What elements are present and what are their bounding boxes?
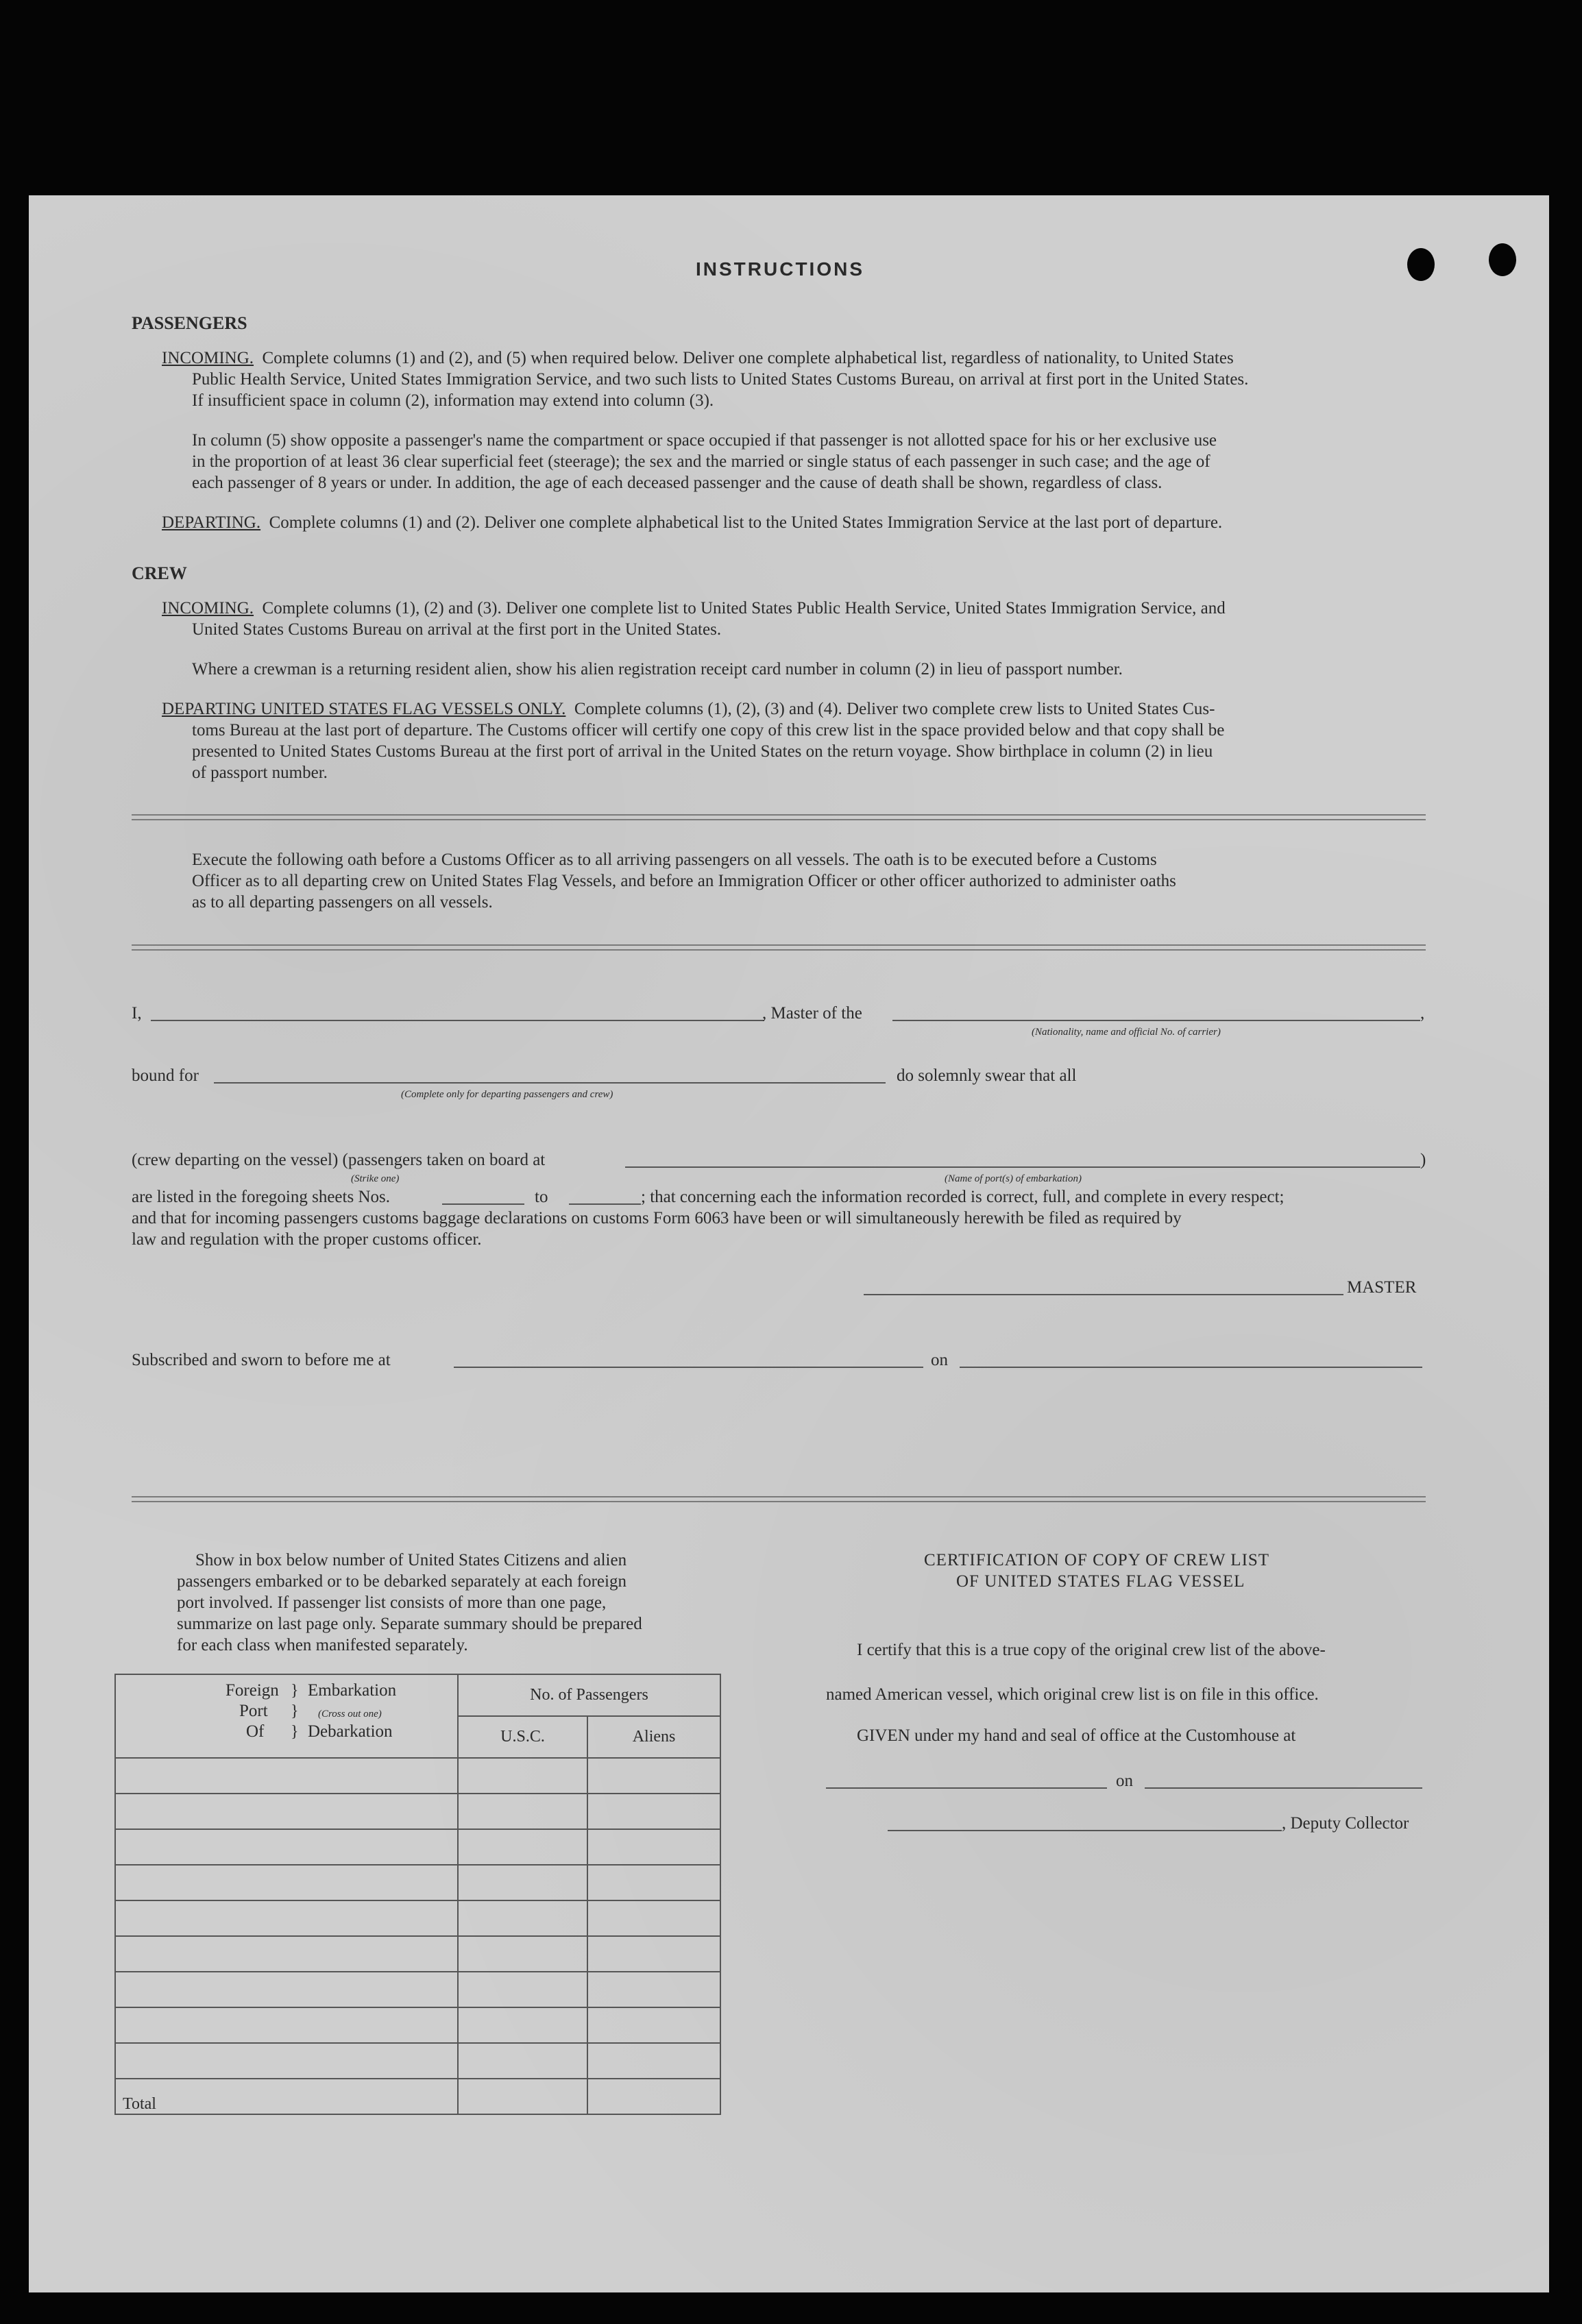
crew-departing-line-2: toms Bureau at the last port of departure. The Customs officer will certify one copy of this crew list in the space provided below and that copy shall be [192, 721, 1225, 739]
complete-only-caption: (Complete only for departing passengers and crew) [401, 1089, 613, 1100]
passengers-incoming-text-1: Complete columns (1) and (2), and (5) when required below. Deliver one complete alphabetical list, regardless of nationality, to United States [262, 349, 1234, 367]
table-row[interactable] [115, 2043, 720, 2079]
crew-departing-label: DEPARTING UNITED STATES FLAG VESSELS ONLY. [162, 700, 566, 718]
customhouse-field[interactable] [826, 1787, 1107, 1789]
passengers-incoming-label: INCOMING. [162, 349, 254, 367]
passengers-departing-text: Complete columns (1) and (2). Deliver one complete alphabetical list to the United States Immigration Service at the last port of departure. [269, 513, 1223, 532]
bound-for-field[interactable] [214, 1082, 886, 1084]
summary-intro-line-4: summarize on last page only. Separate summary should be prepared [177, 1615, 642, 1633]
solemnly-swear-label: do solemnly swear that all [897, 1066, 1077, 1085]
bound-for-label: bound for [132, 1066, 199, 1085]
certification-on-label: on [1116, 1772, 1133, 1790]
passengers-departing-line [162, 513, 1222, 533]
deputy-collector-label: , Deputy Collector [1282, 1814, 1409, 1833]
passengers-incoming-line-3: If insufficient space in column (2), information may extend into column (3). [192, 391, 714, 410]
certification-date-field[interactable] [1145, 1787, 1422, 1789]
table-row[interactable] [115, 1865, 720, 1900]
usc-header: U.S.C. [458, 1716, 587, 1758]
listed-line-3: law and regulation with the proper customs officer. [132, 1230, 482, 1249]
listed-line-1 [132, 1187, 390, 1208]
oath-intro-line-1: Execute the following oath before a Customs Officer as to all arriving passengers on all vessels. The oath is to be executed before a Customs [192, 851, 1157, 869]
table-row[interactable] [115, 1758, 720, 1794]
certification-title-1: CERTIFICATION OF COPY OF CREW LIST [924, 1551, 1270, 1569]
crew-heading: CREW [132, 563, 187, 583]
crew-resident-alien-note: Where a crewman is a returning resident alien, show his alien registration receipt card number in column (2) in lieu of passport number. [192, 660, 1123, 678]
page-title: INSTRUCTIONS [696, 258, 864, 280]
master-signature-field[interactable] [864, 1294, 1343, 1295]
crew-incoming-line-2: United States Customs Bureau on arrival at the first port in the United States. [192, 620, 722, 639]
listed-line-2: and that for incoming passengers customs baggage declarations on customs Form 6063 have been or will simultaneously herewith be filed as required by [132, 1209, 1182, 1227]
crew-departing-text-1: Complete columns (1), (2), (3) and (4). Deliver two complete crew lists to United States Cus- [574, 700, 1215, 718]
close-paren: ) [1420, 1151, 1426, 1169]
column-5-line-3: each passenger of 8 years or under. In addition, the age of each deceased passenger and the cause of death shall be shown, regardless of class. [192, 474, 1163, 492]
port-label: Port [239, 1702, 268, 1720]
crew-incoming-text-1: Complete columns (1), (2) and (3). Deliver one complete list to United States Public Health Service, United States Immigration Service, and [262, 599, 1226, 617]
oath-intro-line-2: Officer as to all departing crew on United States Flag Vessels, and before an Immigration Officer or other officer authorized to administer oaths [192, 872, 1176, 890]
to-label: to [535, 1188, 548, 1206]
table-row[interactable] [115, 1972, 720, 2007]
certification-title-2: OF UNITED STATES FLAG VESSEL [956, 1572, 1245, 1591]
aliens-header: Aliens [587, 1716, 720, 1758]
sworn-on-field[interactable] [960, 1367, 1422, 1368]
given-under-hand: GIVEN under my hand and seal of office at the Customhouse at [857, 1726, 1296, 1745]
crew-departing-vessel-label: (crew departing on the vessel) (passengers taken on board at [132, 1151, 546, 1169]
summary-intro-line-2: passengers embarked or to be debarked separately at each foreign [177, 1572, 626, 1591]
master-of-label: , Master of the [762, 1004, 862, 1023]
summary-intro-line-1: Show in box below number of United States Citizens and alien [195, 1551, 627, 1569]
column-5-line-1: In column (5) show opposite a passenger's name the compartment or space occupied if that passenger is not allotted space for his or her exclusive use [192, 431, 1217, 450]
embarkation-label: Embarkation [308, 1681, 397, 1700]
section-divider-2 [132, 944, 1426, 951]
summary-intro-line-5: for each class when manifested separately. [177, 1636, 468, 1654]
certification-text-1: I certify that this is a true copy of the original crew list of the above- [857, 1641, 1326, 1659]
port-caption: (Name of port(s) of embarkation) [945, 1173, 1082, 1184]
port-header-cell [115, 1674, 458, 1758]
listed-sheets-label: are listed in the foregoing sheets Nos. [132, 1188, 390, 1206]
crew-departing-line-1 [162, 699, 1215, 720]
section-divider-1 [132, 814, 1426, 820]
table-header-row [115, 1674, 720, 1716]
listed-statement: ; that concerning each the information recorded is correct, full, and complete in every respect; [641, 1188, 1285, 1206]
foreign-label: Foreign [226, 1681, 279, 1700]
passengers-heading: PASSENGERS [132, 313, 247, 333]
total-label: Total [115, 2079, 458, 2114]
subscribed-label: Subscribed and sworn to before me at [132, 1351, 391, 1369]
passengers-incoming-line-1 [162, 348, 1234, 369]
strike-one-caption: (Strike one) [351, 1173, 400, 1184]
passenger-summary-table [114, 1674, 721, 2115]
sheet-to-field[interactable] [569, 1203, 641, 1205]
no-passengers-header: No. of Passengers [458, 1674, 720, 1716]
table-row[interactable] [115, 1936, 720, 1972]
sworn-at-field[interactable] [454, 1367, 923, 1368]
oath-intro-line-3: as to all departing passengers on all vessels. [192, 893, 493, 912]
sworn-on-label: on [931, 1351, 948, 1369]
punch-hole-right [1489, 243, 1516, 276]
table-row[interactable] [115, 2007, 720, 2043]
total-row[interactable] [115, 2079, 720, 2114]
punch-hole-left [1407, 248, 1435, 281]
crew-incoming-line-1 [162, 598, 1226, 619]
brace-icon: } } } [291, 1682, 299, 1741]
crew-departing-line-4: of passport number. [192, 763, 328, 782]
master-label: MASTER [1347, 1278, 1417, 1297]
table-row[interactable] [115, 1829, 720, 1865]
deputy-collector-signature[interactable] [888, 1830, 1282, 1831]
table-row[interactable] [115, 1794, 720, 1829]
summary-intro-line-3: port involved. If passenger list consists of more than one page, [177, 1593, 607, 1612]
nationality-caption: (Nationality, name and official No. of carrier) [1032, 1027, 1221, 1038]
port-of-embarkation-field[interactable] [625, 1166, 1420, 1168]
of-label: Of [246, 1722, 265, 1741]
master-name-field[interactable] [151, 1020, 764, 1021]
carrier-field[interactable] [892, 1020, 1420, 1021]
section-divider-3 [132, 1496, 1426, 1502]
certification-text-2: named American vessel, which original crew list is on file in this office. [826, 1685, 1319, 1704]
sheet-from-field[interactable] [442, 1203, 524, 1205]
passengers-incoming-line-2: Public Health Service, United States Immigration Service, and two such lists to United States Customs Bureau, on arrival at first port in the United States. [192, 370, 1249, 389]
crew-departing-line-3: presented to United States Customs Bureau at the first port of arrival in the United States on the return voyage. Show birthplace in column (2) in lieu [192, 742, 1213, 761]
comma: , [1420, 1004, 1425, 1023]
column-5-line-2: in the proportion of at least 36 clear superficial feet (steerage); the sex and the married or single status of each passenger in such case; and the age of [192, 452, 1210, 471]
crew-incoming-label: INCOMING. [162, 599, 254, 617]
passengers-departing-label: DEPARTING. [162, 513, 261, 532]
debarkation-label: Debarkation [308, 1722, 393, 1741]
cross-out-caption: (Cross out one) [318, 1709, 382, 1720]
table-row[interactable] [115, 1900, 720, 1936]
oath-i-label: I, [132, 1004, 142, 1023]
